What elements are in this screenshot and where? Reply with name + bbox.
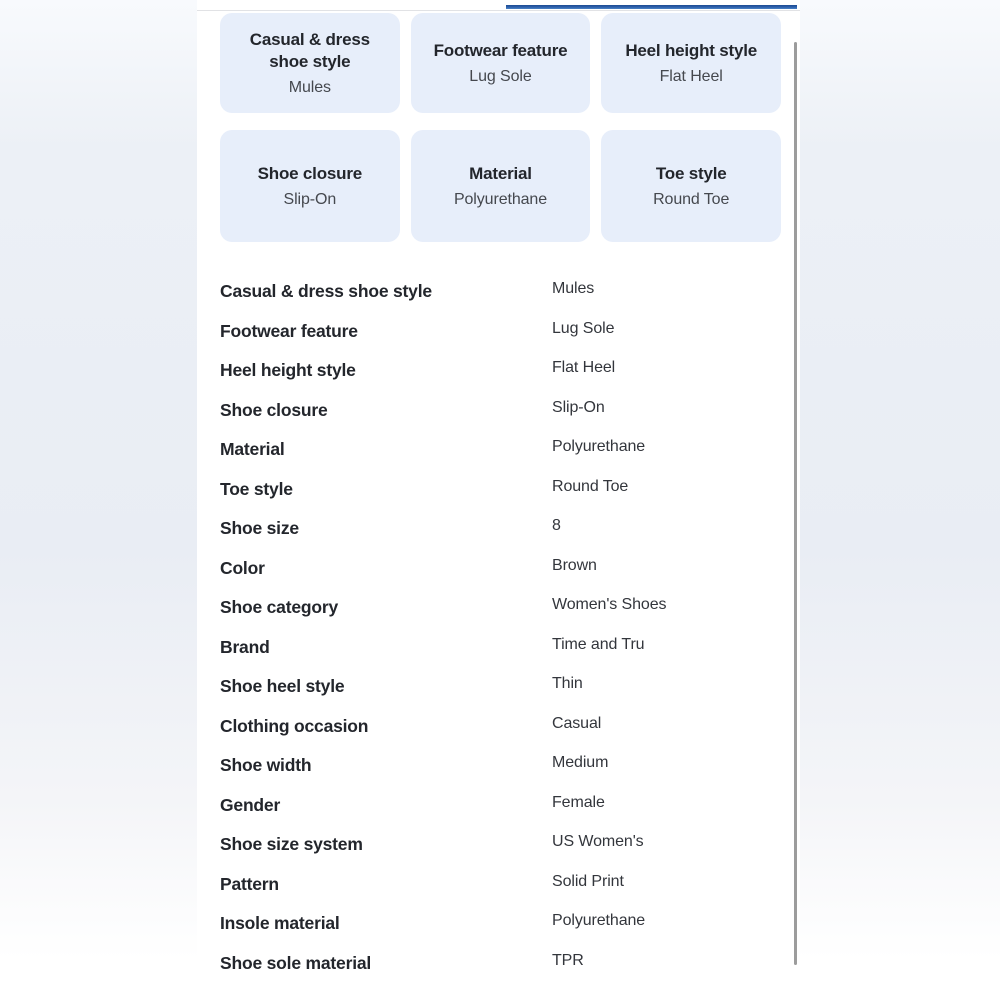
- tab-bar-bottom-edge: [197, 0, 800, 11]
- spec-card-value: Flat Heel: [659, 68, 723, 86]
- active-tab-indicator: [506, 5, 797, 9]
- spec-label: Insole material: [220, 913, 340, 933]
- scrollbar-thumb[interactable]: [794, 42, 797, 965]
- spec-label: Material: [220, 439, 285, 459]
- spec-value: Medium: [552, 754, 609, 771]
- spec-card-value: Mules: [288, 79, 331, 97]
- spec-value: Flat Heel: [552, 359, 616, 376]
- spec-label: Shoe size system: [220, 834, 363, 854]
- spec-row: [220, 438, 780, 460]
- spec-card: [411, 13, 591, 113]
- spec-value: Mules: [552, 280, 595, 297]
- spec-label: Shoe size: [220, 518, 299, 538]
- spec-row: [220, 320, 780, 342]
- spec-value: 8: [552, 517, 561, 534]
- spec-label: Shoe sole material: [220, 952, 372, 973]
- spec-card-title: Heel height style: [625, 40, 758, 60]
- spec-row: [220, 596, 780, 618]
- spec-card-value: Slip-On: [283, 191, 337, 209]
- spec-row: [220, 873, 780, 895]
- spec-value: Polyurethane: [552, 912, 646, 929]
- spec-label: Heel height style: [220, 360, 356, 380]
- spec-row: [220, 794, 780, 816]
- spec-card: [601, 130, 781, 242]
- spec-value: Female: [552, 793, 605, 811]
- spec-card-title: Footwear feature: [433, 40, 568, 60]
- spec-card: [220, 13, 400, 113]
- spec-value: Polyurethane: [552, 438, 646, 455]
- spec-card-title: Toe style: [655, 163, 727, 183]
- spec-row: [220, 636, 780, 658]
- spec-row: [220, 557, 780, 579]
- spec-row: [220, 833, 780, 855]
- spec-row: [220, 478, 780, 500]
- product-specifications-panel: [197, 0, 800, 1000]
- spec-value: Time and Tru: [552, 635, 645, 653]
- spec-label: Shoe closure: [220, 399, 328, 420]
- spec-value: Casual: [552, 714, 602, 732]
- spec-label: Pattern: [220, 873, 279, 894]
- spec-row: [220, 912, 780, 934]
- spec-label: Gender: [220, 794, 281, 815]
- spec-row: [220, 952, 780, 974]
- spec-value: Slip-On: [552, 398, 605, 416]
- spec-row: [220, 280, 780, 302]
- spec-card-value: Lug Sole: [469, 68, 532, 86]
- spec-row: [220, 399, 780, 421]
- spec-row: [220, 715, 780, 737]
- spec-value: TPR: [552, 951, 584, 969]
- spec-highlight-cards: [197, 11, 800, 242]
- spec-label: Shoe width: [220, 755, 312, 775]
- spec-card: [220, 130, 400, 242]
- spec-label: Shoe category: [220, 597, 338, 617]
- spec-row: [220, 754, 780, 776]
- spec-card-title: Shoe closure: [257, 163, 362, 183]
- spec-row: [220, 359, 780, 381]
- spec-value: Brown: [552, 556, 597, 574]
- spec-value: Thin: [552, 675, 583, 692]
- spec-value: Lug Sole: [552, 319, 615, 337]
- spec-label: Clothing occasion: [220, 715, 369, 736]
- spec-card-value: Polyurethane: [453, 191, 548, 209]
- spec-label: Casual & dress shoe style: [220, 281, 432, 301]
- spec-value: US Women's: [552, 833, 644, 850]
- spec-card: [411, 130, 591, 242]
- spec-label: Shoe heel style: [220, 676, 345, 696]
- spec-label: Brand: [220, 636, 270, 657]
- spec-card: [601, 13, 781, 113]
- spec-row: [220, 675, 780, 697]
- spec-label: Footwear feature: [220, 320, 358, 341]
- spec-value: Solid Print: [552, 872, 624, 890]
- spec-value: Women's Shoes: [552, 596, 667, 613]
- specifications-list: [197, 280, 800, 974]
- spec-card-title: Casual & dress shoe style: [249, 29, 370, 71]
- spec-card-value: Round Toe: [653, 191, 730, 209]
- spec-value: Round Toe: [552, 477, 629, 495]
- spec-label: Color: [220, 557, 265, 578]
- spec-row: [220, 517, 780, 539]
- spec-card-title: Material: [469, 163, 532, 183]
- spec-label: Toe style: [220, 478, 293, 499]
